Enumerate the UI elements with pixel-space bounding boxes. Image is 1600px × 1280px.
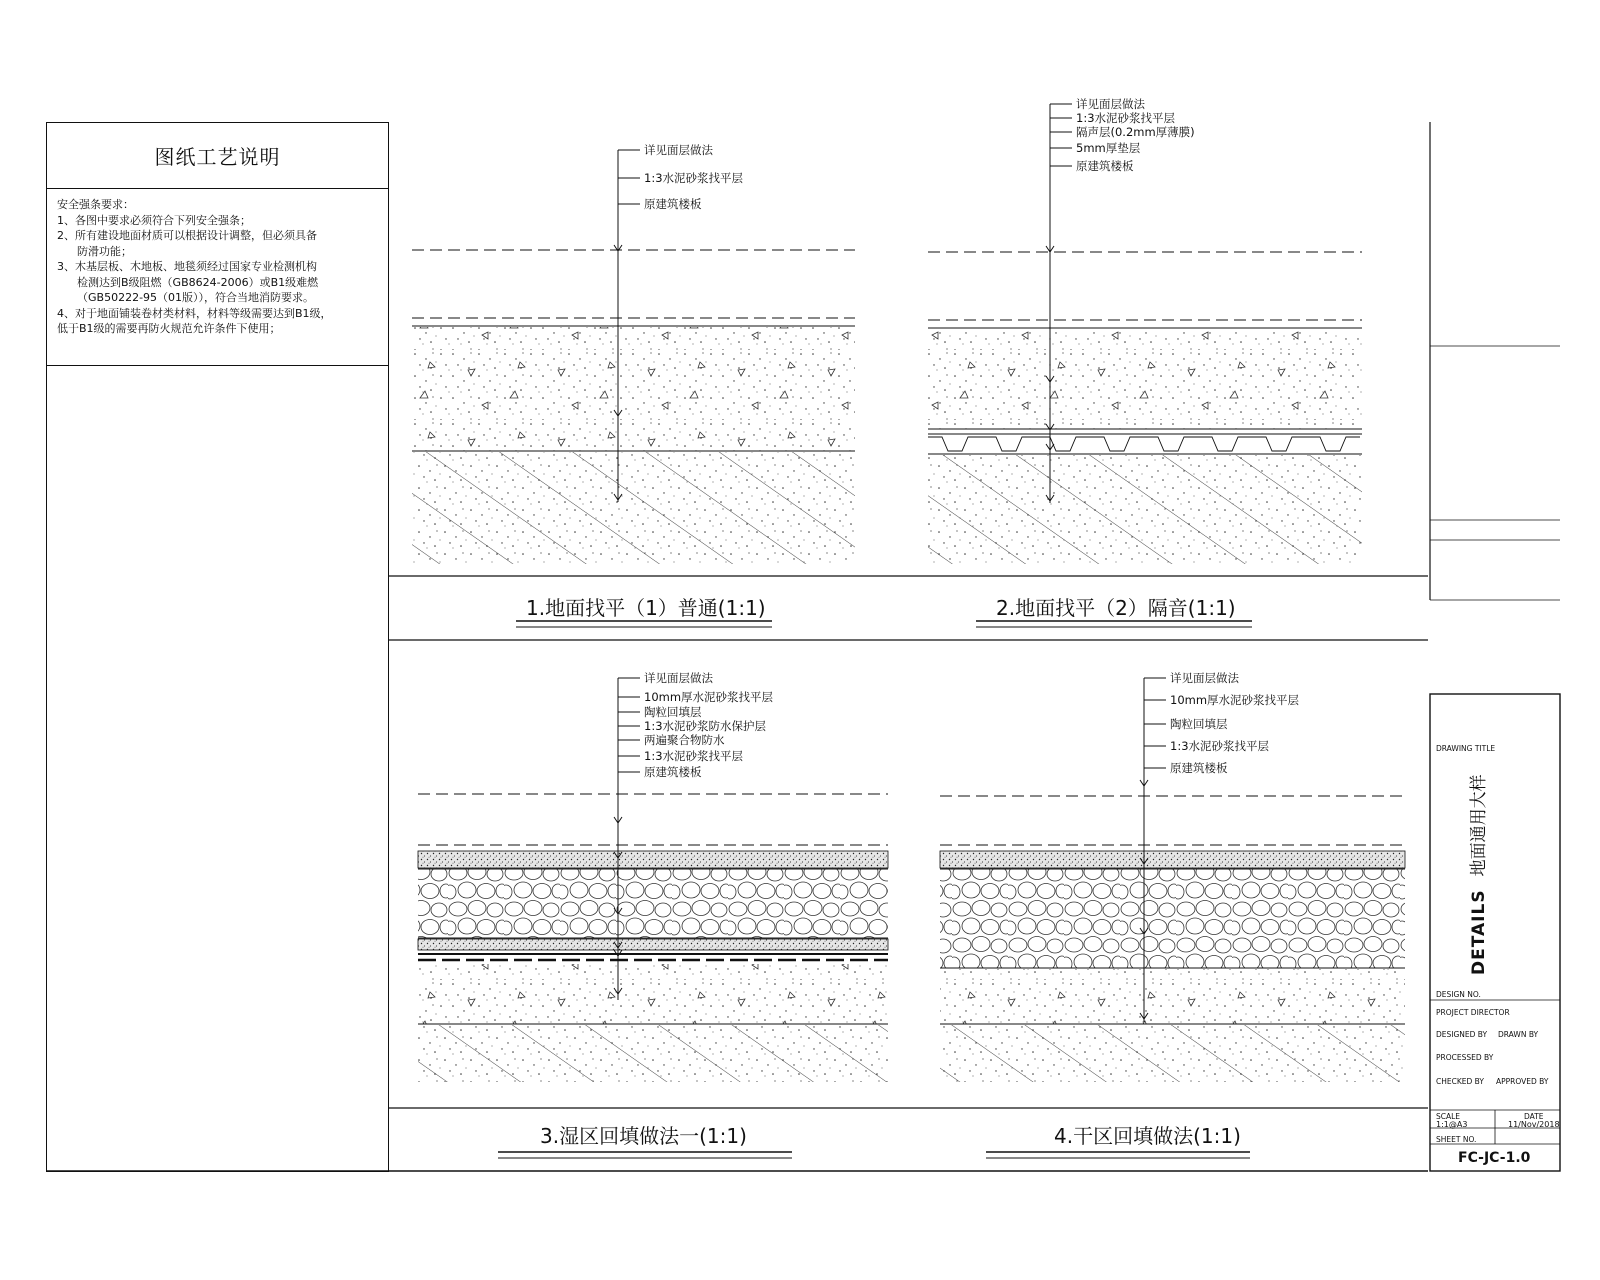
callout-leveling-layer: 1:3水泥砂浆找平层 [644,749,744,763]
callout-cushion-layer: 5mm厚垫层 [1076,141,1141,155]
checked-by-label: CHECKED BY [1436,1077,1484,1086]
scale-label: SCALE [1436,1112,1461,1121]
note-line: 2、所有建设地面材质可以根据设计调整，但必须具备 [57,229,317,242]
detail-title: 1.地面找平（1）普通(1:1) [526,596,766,620]
callout-leveling-layer: 1:3水泥砂浆找平层 [644,171,744,185]
note-line: 安全强条要求： [57,198,134,211]
callout-floor-slab: 原建筑楼板 [1076,159,1134,173]
designed-by-label: DESIGNED BY [1436,1030,1488,1039]
detail-title: 2.地面找平（2）隔音(1:1) [996,596,1236,620]
callout-finish-layer: 详见面层做法 [1076,97,1145,111]
detail-title: 3.湿区回填做法一(1:1) [540,1124,747,1148]
callout-floor-slab: 原建筑楼板 [1170,761,1228,775]
note-line: 低于B1级的需要再防火规范允许条件下使用； [57,322,281,335]
callout-leveling-layer: 1:3水泥砂浆找平层 [1076,111,1176,125]
callout-floor-slab: 原建筑楼板 [644,197,702,211]
note-line: 检测达到B级阻燃（GB8624-2006）或B1级难燃 [77,275,319,289]
callout-leveling-layer: 1:3水泥砂浆找平层 [1170,739,1270,753]
date-value: 11/Nov/2018 [1508,1120,1560,1129]
note-line: （GB50222-95（01版）），符合当地消防要求。 [77,291,315,304]
note-line: 4、对于地面铺装卷材类材料，材料等级需要达到B1级， [57,306,332,320]
callout-polymer-waterproofing: 两遍聚合物防水 [644,733,725,747]
date-label: DATE [1524,1112,1544,1121]
drawing-title-en: DETAILS [1469,889,1489,975]
callout-waterproof-protection: 1:3水泥砂浆防水保护层 [644,719,767,733]
callout-leveling-layer: 10mm厚水泥砂浆找平层 [1170,693,1300,707]
title-block-upper [1430,122,1560,600]
callout-sound-insulation: 隔声层(0.2mm厚薄膜) [1076,125,1195,139]
drawing-title [1464,774,1489,975]
callout-finish-layer: 详见面层做法 [644,143,713,157]
detail-title: 4.干区回填做法(1:1) [1054,1124,1241,1148]
drawn-by-label: DRAWN BY [1498,1030,1539,1039]
note-line: 1、各图中要求必须符合下列安全强条； [57,213,251,227]
callout-finish-layer: 详见面层做法 [644,671,713,685]
callout-ceramsite-fill: 陶粒回填层 [644,705,702,719]
callout-ceramsite-fill: 陶粒回填层 [1170,717,1228,731]
drawing-title-cn: 地面通用大样 [1469,774,1489,877]
sheet-no-label: SHEET NO. [1436,1135,1477,1144]
detail-1-section [412,150,855,564]
sheet-number: FC-JC-1.0 [1458,1150,1531,1166]
notes-title: 图纸工艺说明 [154,145,281,169]
callout-leveling-layer: 10mm厚水泥砂浆找平层 [644,690,774,704]
design-no-label: DESIGN NO. [1436,990,1481,999]
damping-pad-profile [928,437,1360,451]
note-line: 3、木基层板、木地板、地毯须经过国家专业检测机构 [57,260,317,273]
processed-by-label: PROCESSED BY [1436,1053,1494,1062]
scale-value: 1:1@A3 [1436,1120,1468,1129]
approved-by-label: APPROVED BY [1496,1077,1549,1086]
project-director-label: PROJECT DIRECTOR [1436,1008,1510,1017]
title-block-lower [1430,694,1560,1171]
detail-2-section [928,104,1362,564]
note-line: 防滑功能； [77,244,132,258]
callout-floor-slab: 原建筑楼板 [644,765,702,779]
callout-finish-layer: 详见面层做法 [1170,671,1239,685]
drawing-title-label: DRAWING TITLE [1436,744,1496,753]
